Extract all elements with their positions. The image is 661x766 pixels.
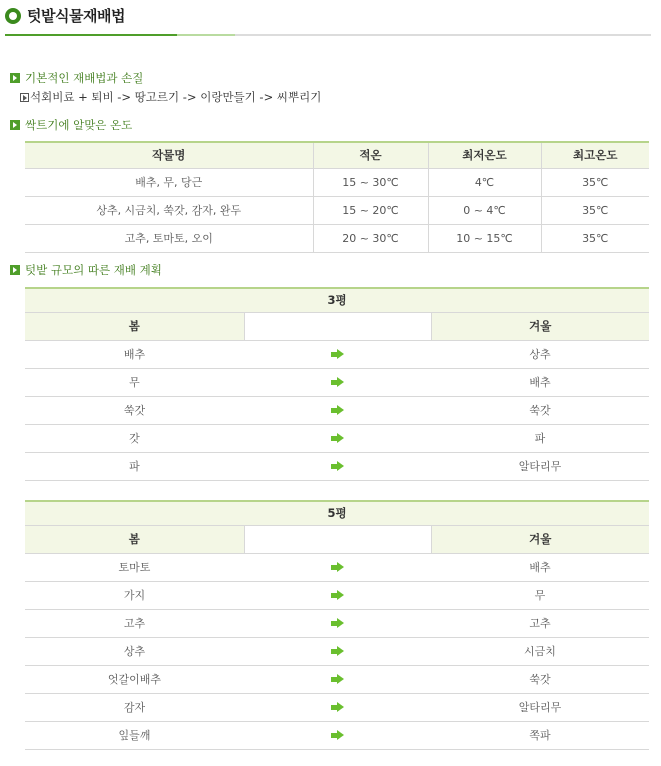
table-row [25, 637, 649, 665]
title-underline [5, 34, 651, 36]
square-arrow-icon [10, 120, 20, 130]
square-arrow-icon [10, 265, 20, 275]
circle-bullet-icon [5, 8, 21, 24]
plan-size-row [25, 501, 649, 525]
transition-cell [244, 665, 431, 693]
header-blank [244, 312, 431, 340]
spring-crop: 고추 [25, 609, 244, 637]
header-blank [244, 525, 431, 553]
spring-crop: 배추 [25, 340, 244, 368]
winter-crop: 알타리무 [431, 693, 649, 721]
transition-cell [244, 637, 431, 665]
transition-cell [244, 609, 431, 637]
table-row [25, 368, 649, 396]
plan-size-label: 5평 [25, 501, 649, 525]
winter-crop: 고추 [431, 609, 649, 637]
winter-crop: 무 [431, 581, 649, 609]
max-temp-cell: 35℃ [541, 224, 649, 252]
header-spring: 봄 [25, 312, 244, 340]
header-optimal-temp: 적온 [313, 142, 428, 168]
header-max-temp: 최고온도 [541, 142, 649, 168]
spring-crop: 엇갈이배추 [25, 665, 244, 693]
green-arrow-right-icon [331, 646, 344, 657]
table-row [25, 224, 649, 252]
section-heading-label: 기본적인 재배법과 손질 [25, 71, 144, 85]
table-row [25, 396, 649, 424]
green-arrow-right-icon [331, 590, 344, 601]
section-heading-label: 텃밭 규모의 따른 재배 계획 [25, 263, 162, 277]
plan-table-5pyeong [25, 500, 649, 750]
min-temp-cell: 0 ~ 4℃ [428, 196, 541, 224]
green-arrow-right-icon [331, 618, 344, 629]
optimal-temp-cell: 20 ~ 30℃ [313, 224, 428, 252]
header-winter: 겨울 [431, 525, 649, 553]
transition-cell [244, 396, 431, 424]
plan-header-row [25, 525, 649, 553]
min-temp-cell: 4℃ [428, 168, 541, 196]
crop-cell: 배추, 무, 당근 [25, 168, 313, 196]
winter-crop: 배추 [431, 368, 649, 396]
transition-cell [244, 693, 431, 721]
table-row [25, 196, 649, 224]
transition-cell [244, 368, 431, 396]
crop-cell: 고추, 토마토, 오이 [25, 224, 313, 252]
header-min-temp: 최저온도 [428, 142, 541, 168]
table-row [25, 168, 649, 196]
spring-crop: 상추 [25, 637, 244, 665]
spring-crop: 토마토 [25, 553, 244, 581]
spring-crop: 감자 [25, 693, 244, 721]
spring-crop: 쑥갓 [25, 396, 244, 424]
header-winter: 겨울 [431, 312, 649, 340]
winter-crop: 파 [431, 424, 649, 452]
winter-crop: 쑥갓 [431, 665, 649, 693]
winter-crop: 알타리무 [431, 452, 649, 480]
table-row [25, 693, 649, 721]
green-arrow-right-icon [331, 461, 344, 472]
plan-size-label: 3평 [25, 288, 649, 312]
optimal-temp-cell: 15 ~ 30℃ [313, 168, 428, 196]
green-arrow-right-icon [331, 730, 344, 741]
table-row [25, 424, 649, 452]
table-row [25, 553, 649, 581]
min-temp-cell: 10 ~ 15℃ [428, 224, 541, 252]
transition-cell [244, 340, 431, 368]
table-row [25, 721, 649, 749]
plan-table-3pyeong [25, 287, 649, 481]
table-row [25, 340, 649, 368]
cultivation-steps [20, 90, 321, 104]
green-arrow-right-icon [331, 349, 344, 360]
table-row [25, 609, 649, 637]
header-spring: 봄 [25, 525, 244, 553]
spring-crop: 파 [25, 452, 244, 480]
winter-crop: 쪽파 [431, 721, 649, 749]
page-title: 텃밭식물재배법 [27, 7, 125, 25]
transition-cell [244, 553, 431, 581]
winter-crop: 시금치 [431, 637, 649, 665]
plan-header-row [25, 312, 649, 340]
max-temp-cell: 35℃ [541, 168, 649, 196]
green-arrow-right-icon [331, 377, 344, 388]
transition-cell [244, 721, 431, 749]
spring-crop: 갓 [25, 424, 244, 452]
winter-crop: 쑥갓 [431, 396, 649, 424]
square-arrow-icon [10, 73, 20, 83]
steps-text: 석회비료 + 퇴비 -> 땅고르기 -> 이랑만들기 -> 씨뿌리기 [30, 90, 322, 104]
green-arrow-right-icon [331, 674, 344, 685]
boxed-arrow-icon [20, 93, 29, 102]
page-header [5, 5, 651, 37]
plan-size-row [25, 288, 649, 312]
green-arrow-right-icon [331, 433, 344, 444]
spring-crop: 가지 [25, 581, 244, 609]
green-arrow-right-icon [331, 405, 344, 416]
section-heading-label: 싹트기에 알맞은 온도 [25, 118, 133, 132]
header-crop: 작물명 [25, 142, 313, 168]
optimal-temp-cell: 15 ~ 20℃ [313, 196, 428, 224]
transition-cell [244, 581, 431, 609]
table-row [25, 452, 649, 480]
winter-crop: 배추 [431, 553, 649, 581]
max-temp-cell: 35℃ [541, 196, 649, 224]
table-row [25, 665, 649, 693]
transition-cell [244, 452, 431, 480]
green-arrow-right-icon [331, 702, 344, 713]
table-row [25, 581, 649, 609]
green-arrow-right-icon [331, 562, 344, 573]
transition-cell [244, 424, 431, 452]
temperature-table [25, 141, 649, 253]
table-header-row [25, 142, 649, 168]
spring-crop: 잎들깨 [25, 721, 244, 749]
winter-crop: 상추 [431, 340, 649, 368]
crop-cell: 상추, 시금치, 쑥갓, 감자, 완두 [25, 196, 313, 224]
spring-crop: 무 [25, 368, 244, 396]
